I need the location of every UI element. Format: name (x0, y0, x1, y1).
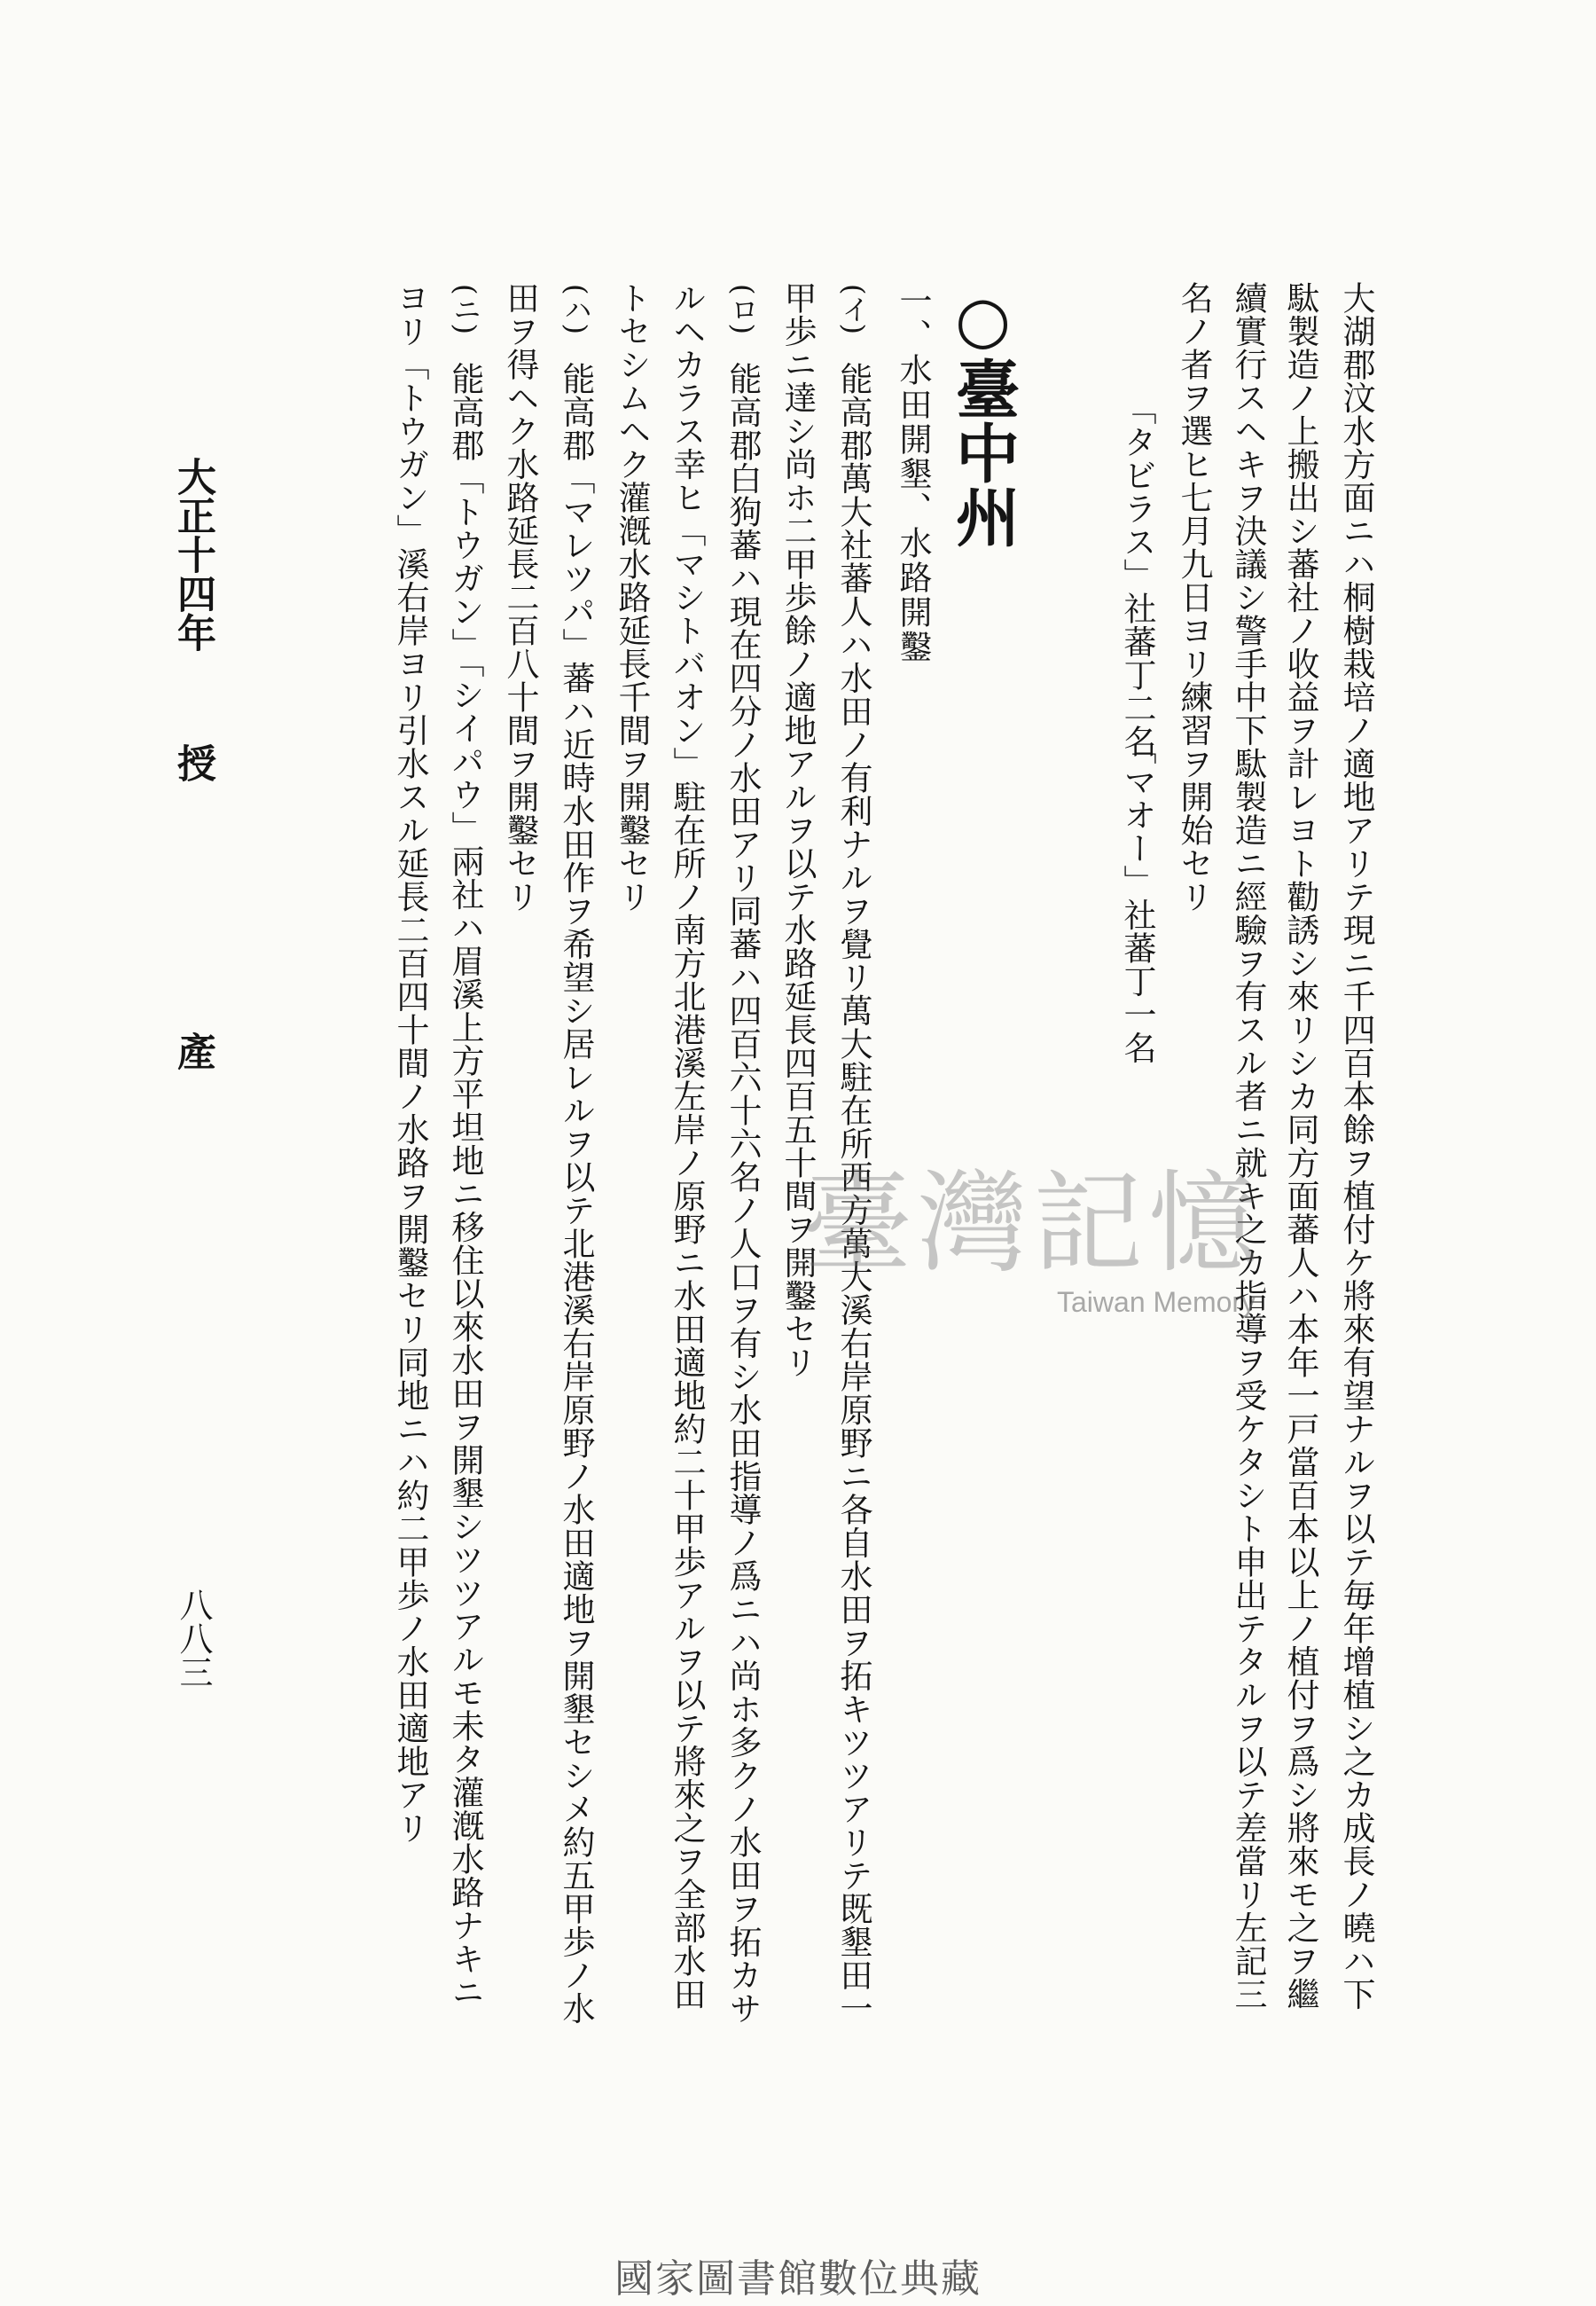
text-column: 能高郡「トウガン」「シイパウ」兩社ハ眉溪上方平坦地ニ移住以來水田ヲ開墾シツツアルモ未タ灌漑水路ナキニ (446, 362, 484, 2009)
text-column: 能高郡「マレツパ」蕃ハ近時水田作ヲ希望シ居レルヲ以テ北港溪右岸原野ノ水田適地ヲ開墾セシメ約五甲歩ノ水 (557, 362, 595, 2025)
item-marker: (ロ) (726, 284, 760, 334)
text-column: 能高郡萬大社蕃人ハ水田ノ有利ナルヲ覺リ萬大駐在所西方萬大溪右岸原野ニ各自水田ヲ拓キツツアリテ既墾田一 (834, 362, 872, 2025)
list-entry: 「タビラス」社蕃丁二名 (1118, 392, 1156, 758)
item-marker: (イ) (837, 284, 871, 334)
text-column: 名ノ者ヲ選ヒ七月九日ヨリ練習ヲ開始セリ (1175, 281, 1213, 914)
section-heading: ○臺中州 (945, 281, 1021, 548)
subheading: 一、水田開墾、水路開鑿 (894, 284, 932, 664)
text-column: 駄製造ノ上搬出シ蕃社ノ收益ヲ計レヨト勸誘シ來リシカ同方面蕃人ハ本年一戸當百本以上ノ植付ヲ爲シ將來モ之ヲ繼 (1281, 281, 1319, 2011)
list-entry: 「マオー」社蕃丁一名 (1118, 732, 1156, 1064)
text-column: ヨリ「トウガン」溪右岸ヨリ引水スル延長二百四十間ノ水路ヲ開鑿セリ同地ニハ約二甲歩ノ水田適地アリ (391, 281, 429, 1845)
text-column: トセシムヘク灌漑水路延長千間ヲ開鑿セリ (613, 281, 651, 914)
page-number: 八八三 (174, 1588, 213, 1689)
watermark-logo-text: 臺灣記憶 (802, 1160, 1264, 1288)
text-column: 田ヲ得ヘク水路延長二百八十間ヲ開鑿セリ (501, 281, 539, 914)
text-column: 能高郡白狗蕃ハ現在四分ノ水田アリ同蕃ハ四百六十六名ノ人口ヲ有シ水田指導ノ爲ニハ尚ホ多クノ水田ヲ拓カサ (724, 362, 762, 2025)
text-column: 續實行スヘキヲ決議シ警手中下駄製造ニ經驗ヲ有スル者ニ就キ之カ指導ヲ受ケタシト申出テタルヲ以テ差當リ左記三 (1229, 281, 1267, 2011)
running-header-title: 授產 (170, 743, 215, 1320)
collection-caption: 國家圖書館數位典藏 (614, 2256, 982, 2302)
item-marker: (ハ) (559, 284, 593, 334)
text-column: 大湖郡汶水方面ニハ桐樹栽培ノ適地アリテ現ニ千四百本餘ヲ植付ケ將來有望ナルヲ以テ毎年增植シ之カ成長ノ曉ハ下 (1337, 281, 1375, 2011)
text-column: 甲歩ニ達シ尚ホ二甲歩餘ノ適地アルヲ以テ水路延長四百五十間ヲ開鑿セリ (778, 281, 817, 1379)
item-marker: (ニ) (449, 284, 482, 334)
running-header-year: 大正十四年 (170, 457, 215, 652)
watermark-subtitle: Taiwan Memory (1057, 1286, 1256, 1318)
text-column: ルヘカラス幸ヒ「マシトバオン」駐在所ノ南方北港溪左岸ノ原野ニ水田適地約二十甲歩アルヲ以テ將來之ヲ全部水田 (668, 281, 706, 2011)
